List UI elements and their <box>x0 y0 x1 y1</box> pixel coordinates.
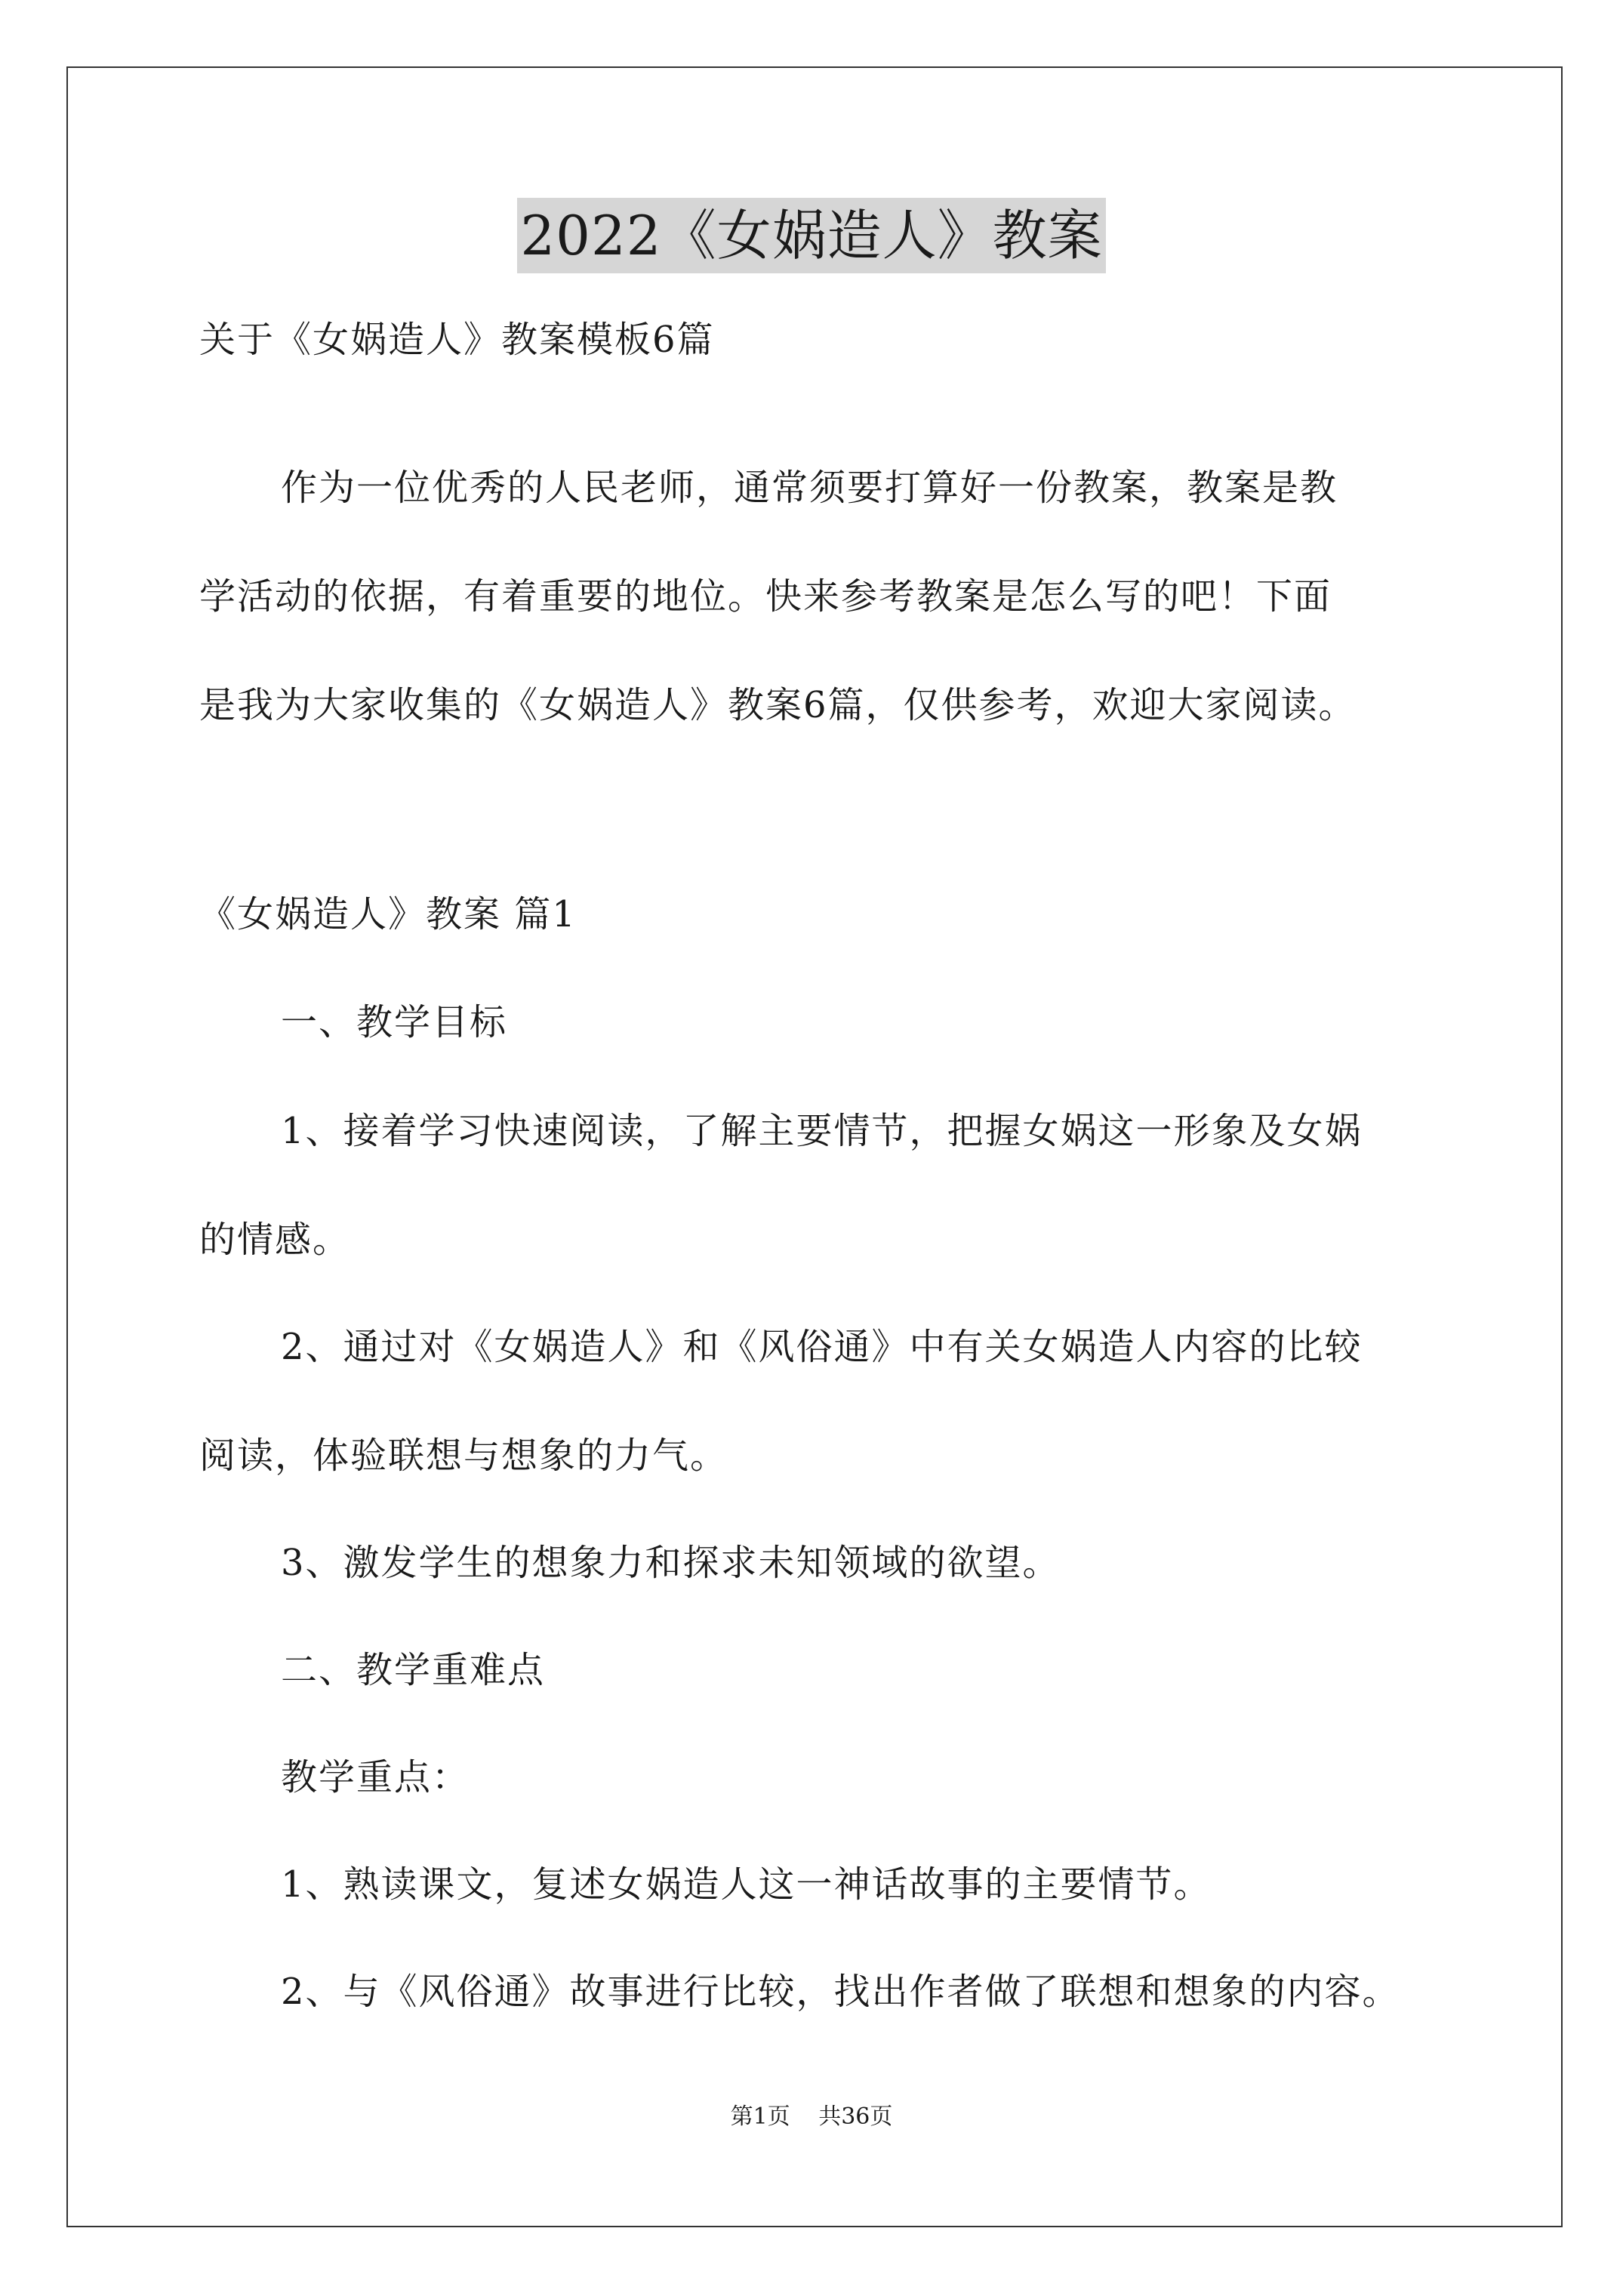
document-subtitle: 关于《女娲造人》教案模板6篇 <box>199 319 715 361</box>
intro-line-1: 作为一位优秀的人民老师，通常须要打算好一份教案，教案是教 <box>281 467 1338 509</box>
title-container <box>0 198 1623 273</box>
difficulty-heading: 二、教学重难点 <box>281 1649 546 1691</box>
page-number-total: 共36页 <box>818 2103 893 2130</box>
objective-2-line-2: 阅读，体验联想与想象的力气。 <box>199 1435 728 1477</box>
objective-2-line-1: 2、通过对《女娲造人》和《风俗通》中有关女娲造人内容的比较 <box>281 1326 1363 1368</box>
document-title: 2022《女娲造人》教案 <box>517 198 1105 273</box>
page-footer <box>0 2102 1623 2132</box>
key-point-1: 1、熟读课文，复述女娲造人这一神话故事的主要情节。 <box>281 1863 1212 1906</box>
objective-1-line-2: 的情感。 <box>199 1219 351 1261</box>
objective-3: 3、激发学生的想象力和探求未知领域的欲望。 <box>281 1542 1061 1584</box>
key-point-2: 2、与《风俗通》故事进行比较，找出作者做了联想和想象的内容。 <box>281 1971 1400 2013</box>
section-heading: 《女娲造人》教案 篇1 <box>199 893 577 935</box>
intro-line-2: 学活动的依据，有着重要的地位。快来参考教案是怎么写的吧！下面 <box>199 575 1332 618</box>
objectives-heading: 一、教学目标 <box>281 1001 508 1043</box>
key-points-label: 教学重点： <box>281 1756 470 1798</box>
page-number-current: 第1页 <box>730 2103 790 2130</box>
intro-line-3: 是我为大家收集的《女娲造人》教案6篇，仅供参考，欢迎大家阅读。 <box>199 684 1357 726</box>
objective-1-line-1: 1、接着学习快速阅读，了解主要情节，把握女娲这一形象及女娲 <box>281 1110 1363 1152</box>
